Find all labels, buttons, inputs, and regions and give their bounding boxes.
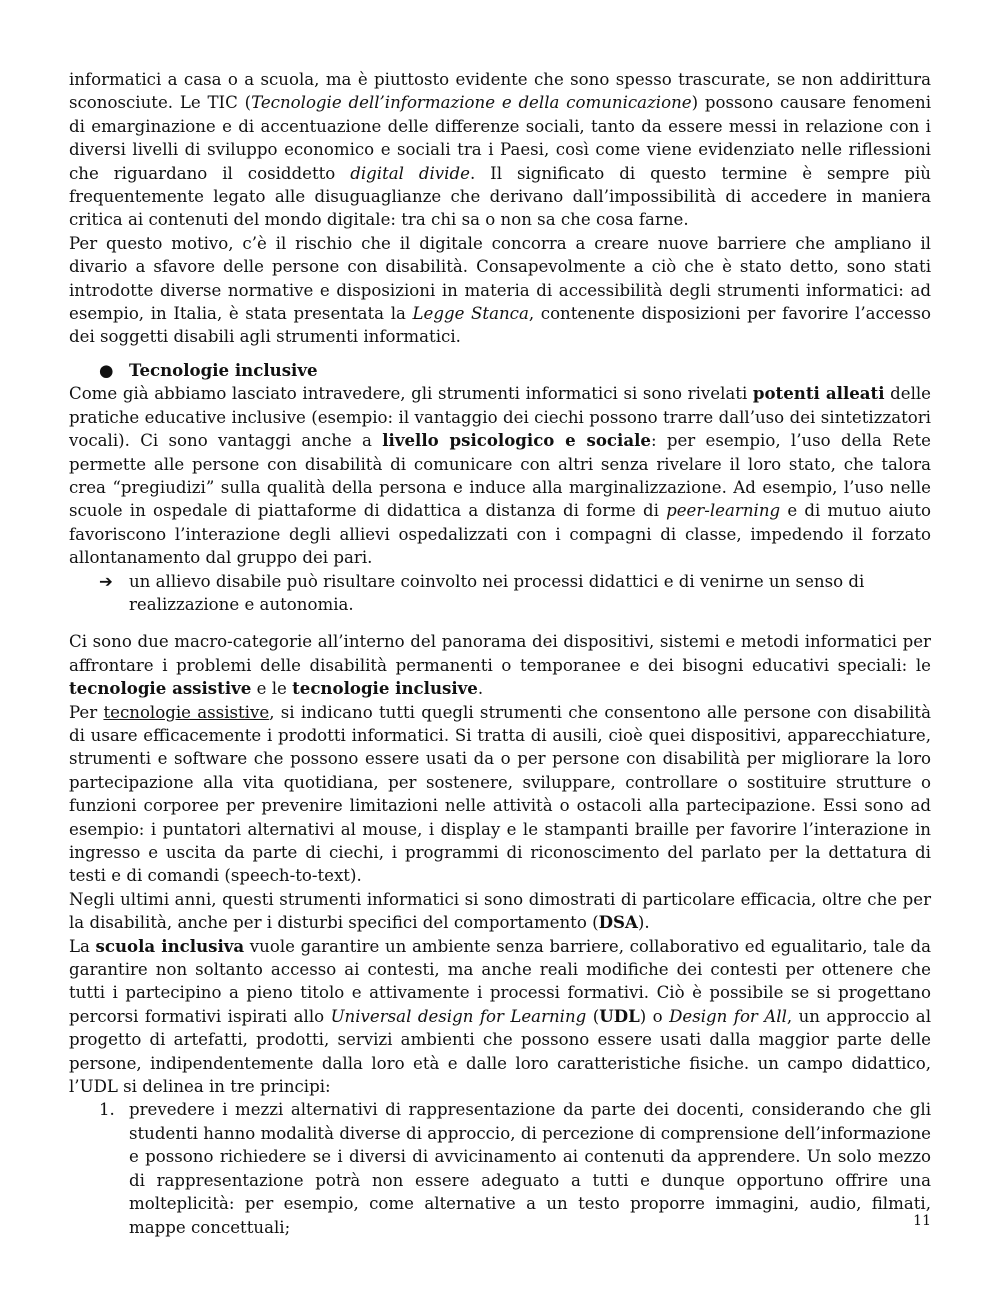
text-run: : per esempio, l’uso della Rete permette alle persone con disabilità di comunicare con altri senza rivelare il loro stato, che talora crea “pregiudizi” sulla qualità della persona e induce alla marginalizzazione. Ad esempio, l’uso nelle scuole in ospedale di piattaforme di didattica a distanza di forme di [69,431,932,521]
page-content [69,68,931,1239]
underlined-term: tecnologie assistive [103,702,270,722]
text-run: . Il significato di questo termine è sempre più frequentemente legato alle disuguaglianze che derivano dall’impossibilità di accedere in maniera critica ai contenuti del mondo digitale: tra chi sa o non sa che cosa farne. [69,163,931,230]
section-heading-bullet [99,359,931,382]
text-run: ( [586,1006,600,1026]
section-heading: Tecnologie inclusive [129,359,318,380]
numbered-list-item [99,1098,931,1238]
text-run: . [477,679,484,699]
text-run: e le [251,679,293,699]
list-item-text: prevedere i mezzi alternativi di rappresentazione da parte dei docenti, considerando che gli studenti hanno modalità diverse di approccio, di percezione di comprensione dell’informazione e possono richiedere se i diversi di avvicinamento ai contenuti da apprendere. Un solo mezzo di rappresentazione potrà non essere adeguato a tutti e dunque opportuno offrire una molteplicità: per esempio, come alternative a un testo proporre immagini, audio, filmati, mappe concettuali; [129,1100,931,1237]
text-run: ) o [639,1006,670,1026]
text-run: ) possono causare fenomeni di emarginazione e di accentuazione delle differenze sociali, tanto da essere messi in relazione con i diversi livelli di sviluppo economico e sociali tra i Paesi, così come viene evidenziato nelle riflessioni che riguardano il cosiddetto [69,93,932,183]
paragraph-inclusive-school [69,935,931,1099]
italic-term: Universal design for Learning [330,1006,587,1026]
bold-term: livello psicologico e sociale [382,430,651,451]
page-number: 11 [913,1213,931,1229]
paragraph-allies [69,382,931,569]
text-run: informatici a casa o a scuola, ma è piuttosto evidente che sono spesso trascurate, se non addirittura sconosciute. Le TIC ( [69,70,931,113]
paragraph-tic [69,68,931,232]
text-run: , contenente disposizioni per favorire l’accesso dei soggetti disabili agli strumenti informatici. [69,304,931,347]
italic-term: Design for All [669,1006,787,1026]
text-run: Per questo motivo, c’è il rischio che il digitale concorra a creare nuove barriere che ampliano il divario a sfavore delle persone con disabilità. Consapevolmente a ciò che è stato detto, sono stati introdotte diverse normative e disposizioni in materia di accessibilità degli strumenti informatici: ad esempio, in Italia, è stata presentata la [69,233,931,324]
list-number: 1. [99,1100,115,1120]
paragraph-dsa [69,888,931,935]
bold-term: scuola inclusiva [95,935,245,956]
text-run: , si indicano tutti quegli strumenti che consentono alle persone con disabilità di usare efficacemente i prodotti informatici. Si tratta di ausili, cioè quei dispositivi, apparecchiature, strumenti e software che possono essere usati da o per persone con disabilità per migliorare la loro partecipazione alla vita quotidiana, per sostenere, sviluppare, controllare o sostituire strutture o funzioni corporee per prevenire limitazioni nelle attività o ostacoli alla partecipazione. Essi sono ad esempio: i puntatori alternativi al mouse, i display e le stampanti braille per favorire l’interazione in ingresso e uscita da parte di ciechi, i programmi di riconoscimento del parlato per la dettatura di testi e di comandi (speech-to-text). [69,702,931,886]
text-run: Negli ultimi anni, questi strumenti informatici si sono dimostrati di particolare efficacia, oltre che per la disabilità, anche per i disturbi specifici del comportamento ( [69,889,931,933]
bold-term: tecnologie inclusive [292,678,478,699]
bold-term: potenti alleati [752,383,885,404]
bold-term: DSA [598,912,638,933]
text-run: ). [637,913,650,933]
paragraph-assistive [69,701,931,888]
text-run: Come già abbiamo lasciato intravedere, gli strumenti informatici si sono rivelati [69,384,753,404]
text-run: delle pratiche educative inclusive (esempio: il vantaggio dei ciechi possono trarre dall’uso dei sintetizzatori vocali). Ci sono vantaggi anche a [69,384,932,451]
bold-term: UDL [599,1005,640,1026]
bold-term: tecnologie assistive [69,678,252,699]
text-run: Ci sono due macro-categorie all’interno del panorama dei dispositivi, sistemi e metodi informatici per affrontare i problemi delle disabilità permanenti o temporanee e dei bisogni educativi speciali: le [69,632,931,675]
text-run: e di mutuo aiuto favoriscono l’interazione degli allievi ospedalizzati con i compagni di classe, impedendo il forzato allontanamento dal gruppo dei pari. [69,501,931,568]
bullet-marker: ● [99,360,114,380]
italic-term: digital divide [350,163,470,183]
arrow-item-text: un allievo disabile può risultare coinvolto nei processi didattici e di venirne un senso di realizzazione e autonomia. [129,571,865,614]
italic-term: Tecnologie dell’informazione e della comunicazione [251,93,692,113]
paragraph-categories [69,630,931,700]
italic-term: Legge Stanca [412,304,529,324]
text-run: La [69,936,96,956]
italic-term: peer-learning [666,501,781,521]
text-run: , un approccio al progetto di artefatti, prodotti, servizi ambienti che possono essere usati dalla maggior parte delle persone, indipendentemente dalla loro età e dalle loro caratteristiche fisiche. un campo didattico, l’UDL si delinea in tre principi: [69,1006,932,1097]
text-run: Per [69,702,104,722]
text-run: vuole garantire un ambiente senza barriere, collaborativo ed egualitario, tale da garantire non soltanto accesso ai contesti, ma anche reali modifiche dei contesti per ottenere che tutti i partecipino a pieno titolo e attivamente i processi formativi. Ciò è possibile se si progettano percorsi formativi ispirati allo [69,936,932,1026]
arrow-list-item [99,570,931,617]
arrow-icon: ➔ [99,571,113,591]
paragraph-barriers [69,232,931,349]
